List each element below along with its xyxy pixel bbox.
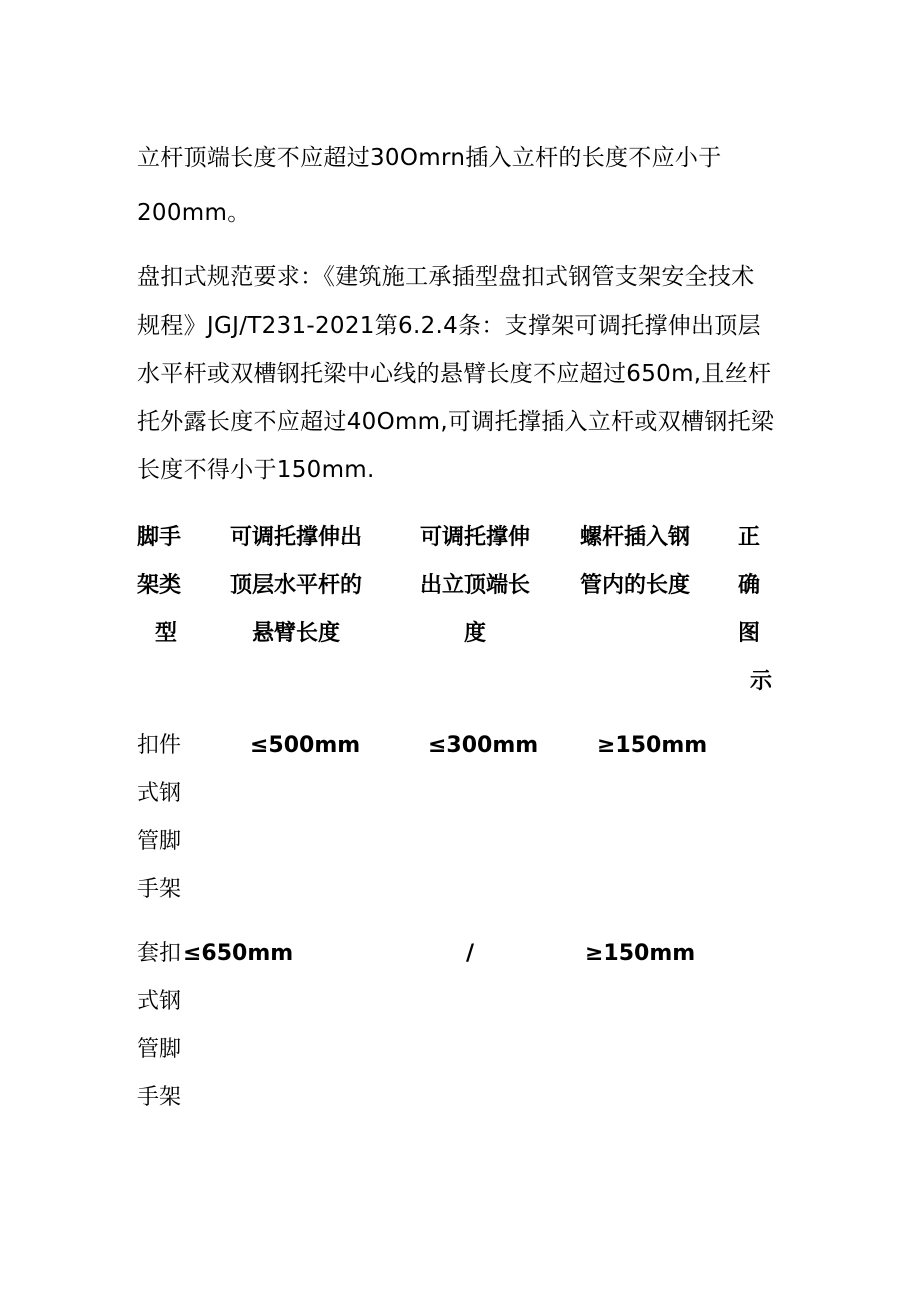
header-extension-line: 可调托撑伸 [419, 525, 530, 550]
row-type-line: 式钢 [137, 781, 182, 806]
header-cantilever-line: 顶层水平杆的 [229, 573, 362, 598]
row-cantilever-value: ≤650mm [183, 941, 294, 966]
row-type-line: 手架 [137, 1085, 182, 1110]
row-cantilever-value: ≤500mm [250, 733, 361, 758]
header-insertion-line: 管内的长度 [579, 573, 690, 598]
row-type-line: 手架 [137, 877, 182, 902]
header-diagram-line: 图 [738, 621, 761, 646]
paragraph-line: 托外露长度不应超过40Omm,可调托撑插入立杆或双槽钢托梁 [137, 409, 775, 435]
paragraph-line: 200mm。 [137, 200, 251, 226]
header-extension-line: 出立顶端长 [419, 573, 530, 598]
paragraph-line: 盘扣式规范要求：《建筑施工承插型盘扣式钢管支架安全技术 [137, 264, 755, 290]
paragraph-line: 长度不得小于150mm. [137, 457, 375, 483]
header-diagram-line: 正 [738, 525, 761, 550]
row-type-line: 套扣 [137, 941, 182, 966]
row-type-line: 扣件 [137, 733, 182, 758]
header-diagram-line: 示 [750, 669, 773, 694]
row-type-line: 式钢 [137, 989, 182, 1014]
header-extension-line: 度 [463, 621, 486, 646]
header-cantilever-line: 可调托撑伸出 [229, 525, 362, 550]
row-type-line: 管脚 [137, 1037, 182, 1062]
header-diagram-line: 确 [738, 573, 761, 598]
row-insertion-value: ≥150mm [585, 941, 696, 966]
header-type-line: 型 [155, 621, 178, 646]
header-type-line: 脚手 [137, 525, 182, 550]
paragraph-line: 水平杆或双槽钢托梁中心线的悬臂长度不应超过650m,且丝杆 [137, 361, 772, 387]
header-insertion-line: 螺杆插入钢 [579, 525, 690, 550]
header-cantilever-line: 悬臂长度 [251, 621, 340, 646]
row-extension-value: ≤300mm [428, 733, 539, 758]
row-type-line: 管脚 [137, 829, 182, 854]
row-extension-value: / [466, 941, 475, 966]
paragraph-line: 立杆顶端长度不应超过30Omrn插入立杆的长度不应小于 [137, 145, 722, 171]
paragraph-line: 规程》JGJ/T231-2021第6.2.4条：支撑架可调托撑伸出顶层 [137, 313, 761, 339]
header-type-line: 架类 [137, 573, 182, 598]
row-insertion-value: ≥150mm [597, 733, 708, 758]
